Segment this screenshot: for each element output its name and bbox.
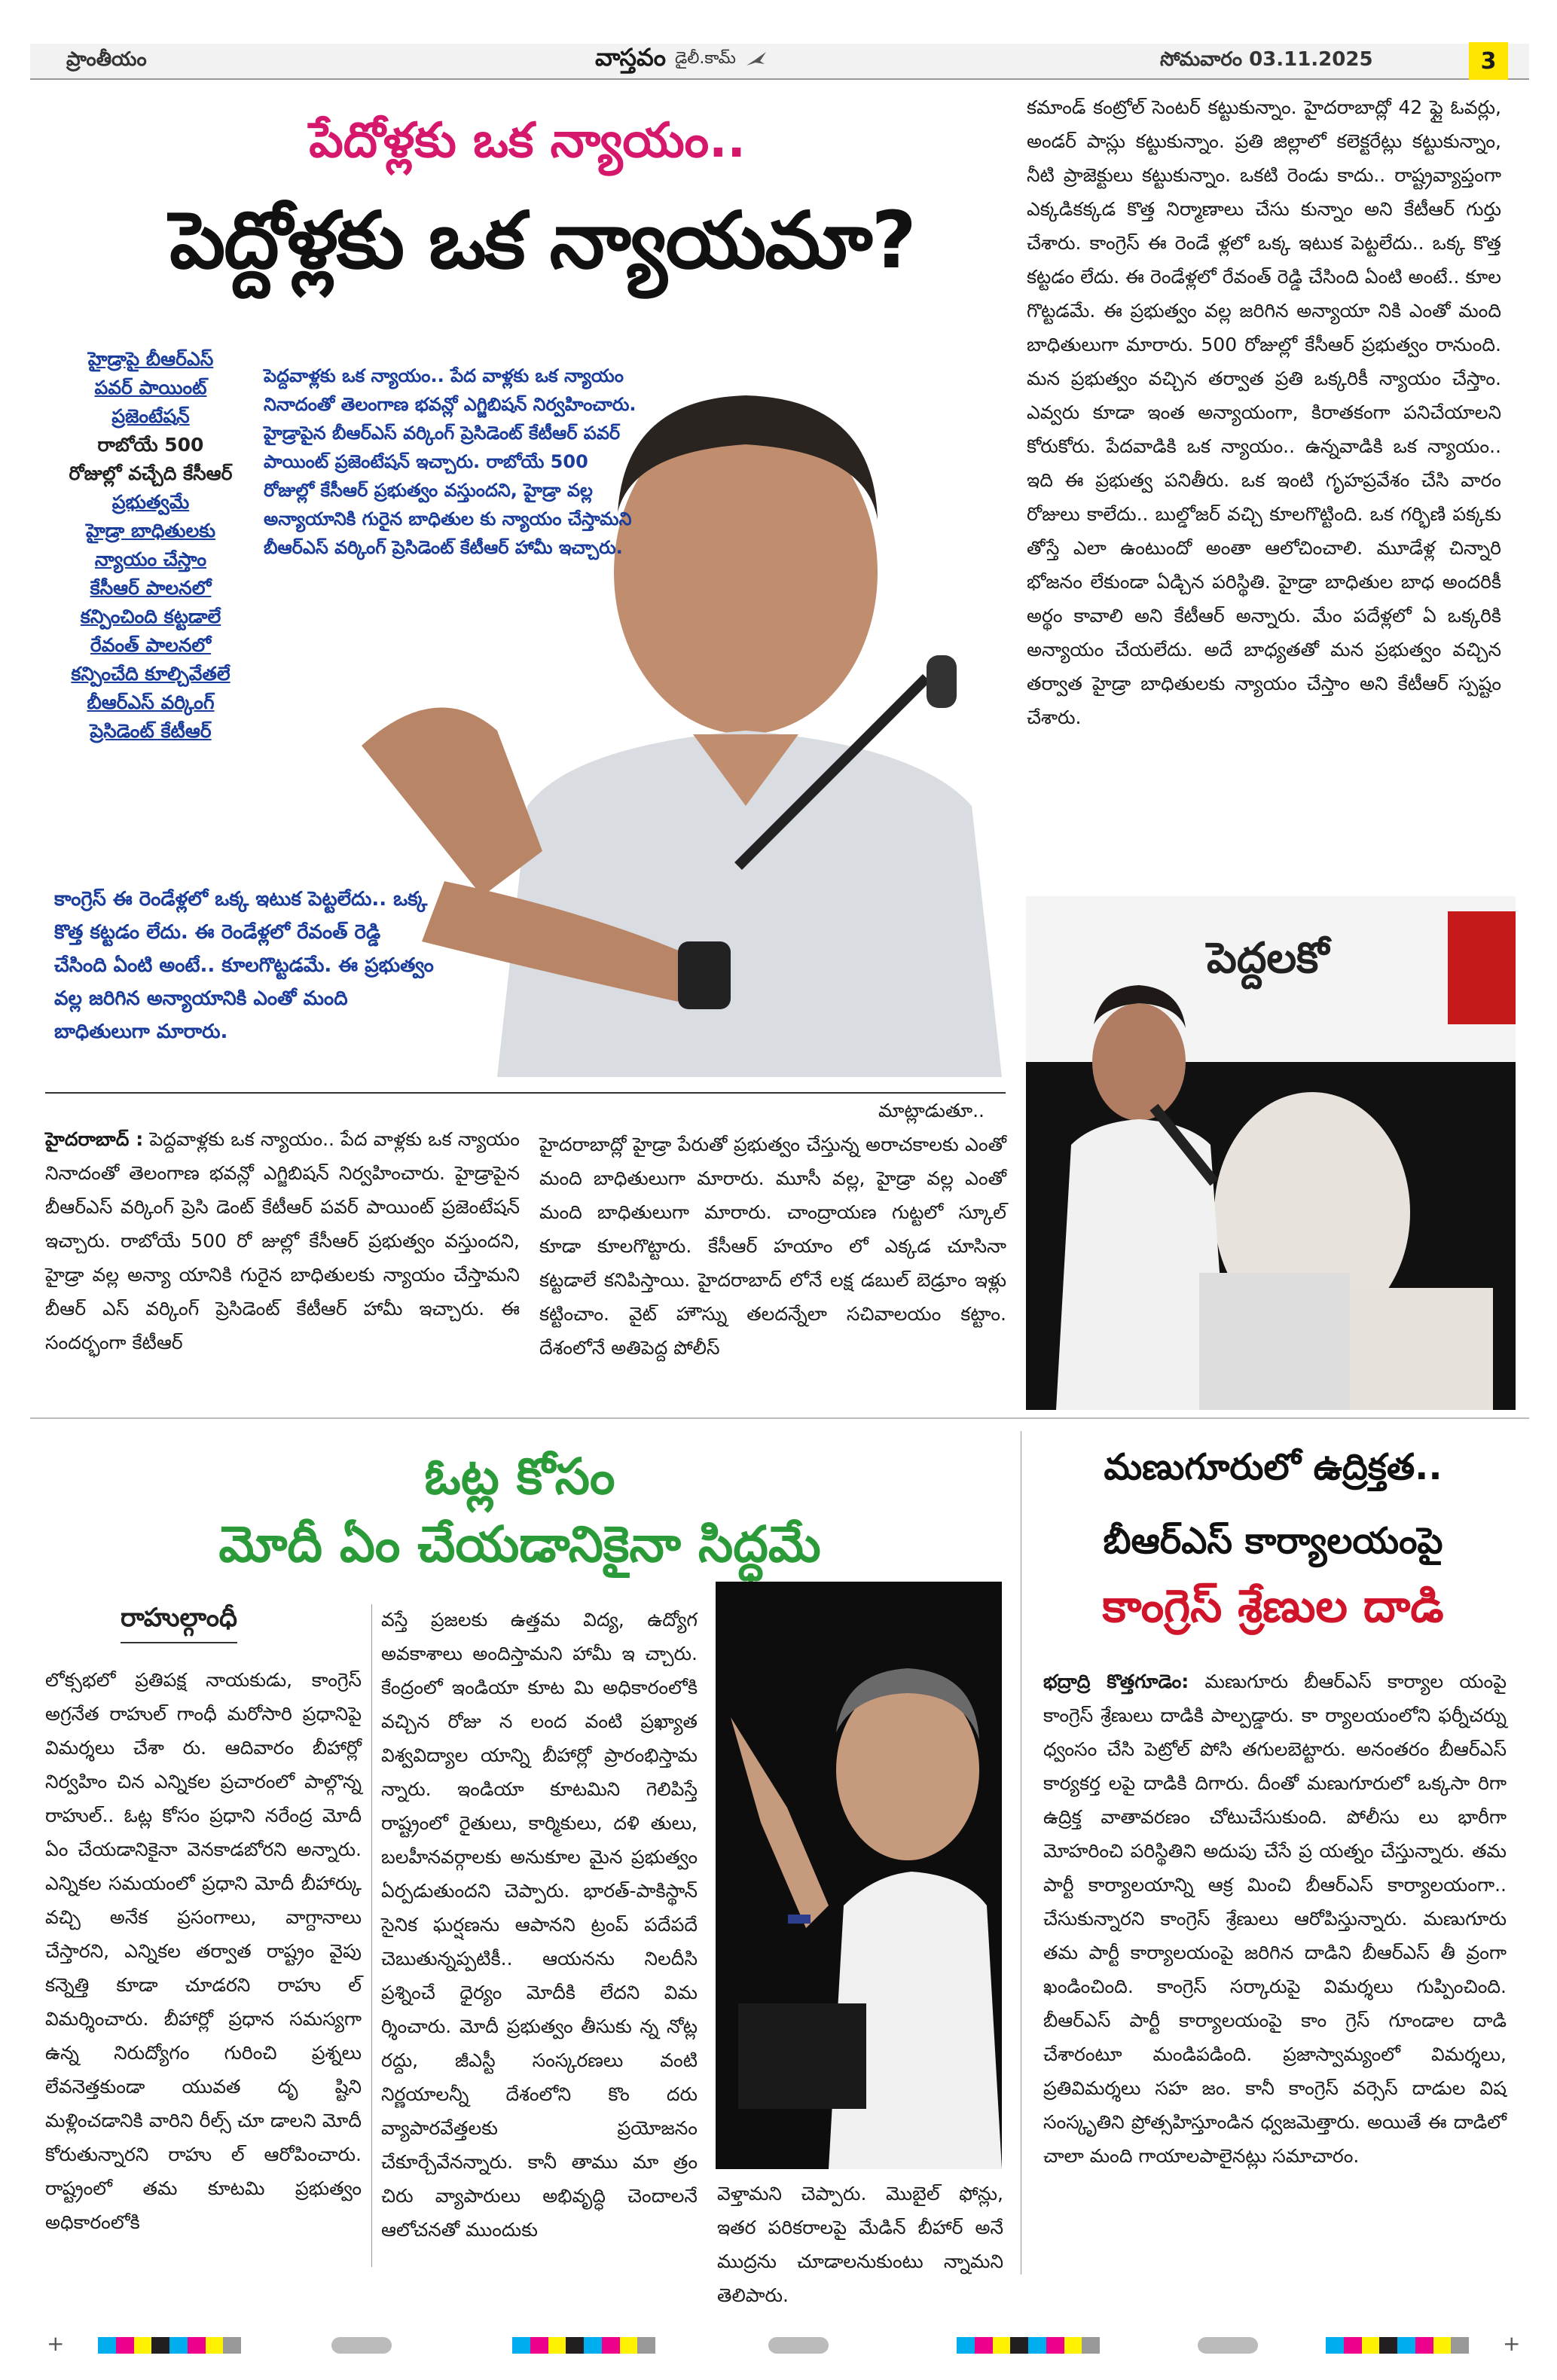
sidebar-line: హైడ్రా బాధితులకు	[85, 520, 215, 542]
story1-dateline: హైదరాబాద్ :	[45, 1128, 144, 1150]
story1-kicker: పేదోళ్లకు ఒక న్యాయం..	[309, 113, 746, 169]
story3-headline-line2: కాంగ్రెస్ శ్రేణుల దాడి	[1102, 1580, 1444, 1633]
crosshair-icon: +	[1503, 2331, 1521, 2356]
bird-logo-icon	[745, 50, 768, 70]
story1-col1-text: పెద్దవాళ్లకు ఒక న్యాయం.. పేద వాళ్లకు ఒక న్యాయం నినాదంతో తెలంగాణ భవన్లో ఎగ్జిబిషన్ నిర్వహించారు. హైడ్రాపైన బీఆర్ఎస్ వర్కింగ్ ప్రెసి డెంట్ కేటీఆర్ పవర్ పాయింట్ ప్రజెంటేషన్ ఇచ్చారు. రాబోయే 500 రో జుల్లో కేసీఆర్ ప్రభుత్వం వస్తుందని, హైడ్రా వల్ల అన్యా యానికి గురైన బాధితులకు న్యాయం చేస్తామని బీఆర్ ఎస్ వర్కింగ్ ప్రెసిడెంట్ కేటీఆర్ హామీ ఇచ్చారు. ఈ సందర్భంగా కేటీఆర్	[45, 1128, 520, 1353]
story3-headline-line1: బీఆర్ఎస్ కార్యాలయంపై	[1103, 1520, 1443, 1562]
story3-kicker: మణుగూరులో ఉద్రిక్తత..	[1104, 1446, 1443, 1488]
sidebar-line: ప్రెసిడెంట్ కేటీఆర్	[90, 720, 212, 742]
story1-second-photo	[1026, 896, 1516, 1410]
issue-date: సోమవారం 03.11.2025	[1160, 48, 1373, 71]
sidebar-line: రోజుల్లో వచ్చేది కేసీఆర్	[69, 462, 233, 484]
sidebar-line: బీఆర్ఎస్ వర్కింగ్	[87, 691, 215, 713]
story1-col3	[1027, 90, 1501, 734]
story3-body-text: మణుగూరు బీఆర్ఎస్ కార్యాల యంపై కాంగ్రెస్ శ్రేణులు దాడికి పాల్పడ్డారు. కా ర్యాలయంలోని ఫర్నీచర్ను ధ్వంసం చేసి పెట్రోల్ పోసి తగులబెట్టారు. అనంతరం బీఆర్ఎస్ కార్యకర్త లపై దాడికి దిగారు. దీంతో మణుగూరులో ఒక్కసా రిగా ఉద్రిక్త వాతావరణం చోటుచేసుకుంది. పోలీసు లు భారీగా మోహరించి పరిస్థితిని అదుపు చేసే ప్ర యత్నం చేస్తున్నారు. తమ పార్టీ కార్యాలయాన్ని ఆక్ర మించి బీఆర్ఎస్ కార్యాలయంగా.. చేసుకున్నారని కాంగ్రెస్ శ్రేణులు ఆరోపిస్తున్నారు. మణుగూరు తమ పార్టీ కార్యాలయంపై జరిగిన దాడిని బీఆర్ఎస్ తీ వ్రంగా ఖండించింది. కాంగ్రెస్ సర్కారుపై విమర్శలు గుప్పించింది. బీఆర్ఎస్ పార్టీ కార్యాలయంపై కాం గ్రెస్ గూండాల దాడి చేశారంటూ మండిపడింది. ప్రజాస్వామ్యంలో విమర్శలు, ప్రతివిమర్శలు సహ జం. కానీ కాంగ్రెస్ వర్సెస్ దాడుల విష సంస్కృతిని ప్రోత్సహిస్తూండిన ధ్వజమెత్తారు. అయితే ఈ దాడిలో చాలా మంది గాయాలపాలైనట్లు సమాచారం.	[1043, 1671, 1507, 2167]
story2-headline-line1: ఓట్ల కోసం	[424, 1448, 615, 1506]
section-divider	[30, 1417, 1529, 1419]
story2-byline: రాహుల్గాంధీ	[121, 1603, 237, 1643]
page-number-box	[1469, 42, 1508, 80]
story2-headline-line2: మోదీ ఏం చేయడానికైనా సిద్ధమే	[218, 1515, 821, 1573]
sidebar-line: కన్పించేది కూల్చివేతలే	[71, 663, 230, 685]
story1-col1	[45, 1122, 520, 1359]
sidebar-line: కన్పించింది కట్టడాలే	[80, 606, 221, 627]
story2-col3	[717, 2177, 1003, 2312]
masthead-site: డైలీ.కామ్	[674, 49, 736, 68]
sidebar-line: పవర్ పాయింట్	[94, 377, 207, 398]
story1-col3-text: కమాండ్ కంట్రోల్ సెంటర్ కట్టుకున్నాం. హైదరాబాద్లో 42 ఫ్లై ఓవర్లు, అండర్ పాస్లు కట్టుకున్నాం. ప్రతి జిల్లాలో కలెక్టరేట్లు కట్టుకున్నాం, నీటి ప్రాజెక్టులు కట్టుకున్నాం. ఒకటి రెండు కాదు.. రాష్ట్రవ్యాప్తంగా ఎక్కడికక్కడ కొత్త నిర్మాణాలు చేసు కున్నాం అని కేటీఆర్ గుర్తు చేశారు. కాంగ్రెస్ ఈ రెండే ళ్లలో ఒక్క ఇటుక పెట్టలేదు.. ఒక్క కొత్త కట్టడం లేదు. ఈ రెండేళ్లలో రేవంత్ రెడ్డి చేసింది ఏంటి అంటే.. కూల గొట్టడమే. ఈ ప్రభుత్వం వల్ల జరిగిన అన్యాయా నికి ఎంతో మంది బాధితులుగా మారారు. 500 రోజుల్లో కేసీఆర్ ప్రభుత్వం రానుంది. మన ప్రభుత్వం వచ్చిన తర్వాత ప్రతి ఒక్కరికీ న్యాయం చేస్తాం. ఎవ్వరు కూడా ఇంత అన్యాయంగా, కిరాతకంగా పనిచేయాలని కోరుకోరు. పేదవాడికి ఒక న్యాయం.. ఉన్నవాడికి ఒక న్యాయం.. ఇది ఈ ప్రభుత్వ పనితీరు. ఒక ఇంటి గృహప్రవేశం చేసి వారం రోజులు కాలేదు.. బుల్డోజర్ వచ్చి కూలగొట్టింది. ఒక గర్భిణి పక్కకు తోస్తే ఎలా ఉంటుందో అంతా ఆలోచించాలి. మూడేళ్ల చిన్నారి భోజనం లేకుండా ఏడ్చిన పరిస్థితి. హైడ్రా బాధితుల బాధ అందరికీ అర్థం కావాలి అని కేటీఆర్ అన్నారు. మేం పదేళ్లలో ఏ ఒక్కరికి అన్యాయం చేయలేదు. అదే బాధ్యతతో మన ప్రభుత్వం వచ్చిన తర్వాత హైడ్రా బాధితులకు న్యాయం చేస్తాం అని కేటీఆర్ స్పష్టం చేశారు.	[1027, 96, 1501, 728]
story2-col3-text: వెళ్తామని చెప్పారు. మొబైల్ ఫోన్లు, ఇతర పరికరాలపై మేడిన్ బీహార్ అనే ముద్రను చూడాలనుకుంటు న్నామని తెలిపారు.	[717, 2183, 1003, 2306]
story2-col1-text: లోక్సభలో ప్రతిపక్ష నాయకుడు, కాంగ్రెస్ అగ్రనేత రాహుల్ గాంధీ మరోసారి ప్రధానిపై విమర్శలు చేశా రు. ఆదివారం బీహార్లో నిర్వహిం చిన ఎన్నికల ప్రచారంలో పాల్గొన్న రాహుల్.. ఓట్ల కోసం ప్రధాని నరేంద్ర మోదీ ఏం చేయడానికైనా వెనకాడబోరని అన్నారు. ఎన్నికల సమయంలో ప్రధాని మోదీ బీహార్కు వచ్చి అనేక ప్రసంగాలు, వాగ్దానాలు చేస్తారని, ఎన్నికల తర్వాత రాష్ట్రం వైపు కన్నెత్తి కూడా చూడరని రాహు ల్ విమర్శించారు. బీహార్లో ప్రధాన సమస్యగా ఉన్న నిరుద్యోగం గురించి ప్రశ్నలు లేవనెత్తకుండా యువత దృ ష్టిని మళ్లించడానికి వారిని రీల్స్ చూ డాలని మోదీ కోరుతున్నారని రాహు ల్ ఆరోపించారు. రాష్ట్రంలో తమ కూటమి ప్రభుత్వం అధికారంలోకి	[45, 1669, 362, 2233]
story2-col2	[381, 1603, 698, 2247]
story1-col2-lead: మాట్లాడుతూ..	[878, 1100, 985, 1121]
story1-sidebar	[53, 345, 249, 746]
sidebar-line: రాబోయే 500	[97, 434, 204, 456]
story2-col-rule	[371, 1604, 372, 2267]
gray-pill	[1198, 2337, 1258, 2354]
sidebar-line: ప్రభుత్వమే	[111, 491, 190, 513]
sidebar-line: రేవంత్ పాలనలో	[90, 634, 212, 656]
color-bar	[98, 2337, 241, 2354]
color-bar	[512, 2337, 655, 2354]
story3-dateline: భద్రాద్రి కొత్తగూడెం:	[1043, 1671, 1189, 1692]
masthead-title: వాస్తవం	[595, 43, 666, 72]
story1-photo-banner: పెద్దలకో	[1207, 934, 1330, 983]
gray-pill	[768, 2337, 829, 2354]
sidebar-line: కేసీఆర్ పాలనలో	[90, 577, 212, 599]
crosshair-icon: +	[47, 2331, 65, 2356]
sidebar-line: హైడ్రాపై బీఆర్ఎస్	[87, 348, 214, 370]
story3-body	[1043, 1664, 1507, 2173]
story2-photo	[716, 1582, 1002, 2169]
color-bar	[957, 2337, 1100, 2354]
sidebar-line: ప్రజెంటేషన్	[111, 405, 190, 427]
masthead	[595, 44, 881, 77]
story1-col2	[539, 1094, 1006, 1365]
sidebar-line: న్యాయం చేస్తాం	[94, 548, 207, 570]
story1-pull-quote: కాంగ్రెస్ ఈ రెండేళ్లలో ఒక్క ఇటుక పెట్టలేదు.. ఒక్క కొత్త కట్టడం లేదు. ఈ రెండేళ్లలో రేవంత్ రెడ్డి చేసింది ఏంటి అంటే.. కూలగొట్టడమే. ఈ ప్రభుత్వం వల్ల జరిగిన అన్యాయానికి ఎంతో మంది బాధితులుగా మారారు.	[54, 888, 434, 1043]
section-name: ప్రాంతీయం	[66, 48, 147, 71]
story2-col1	[45, 1663, 362, 2239]
footer-crop-marks	[0, 2331, 1557, 2361]
gray-pill	[331, 2337, 392, 2354]
story1-intro: పెద్దవాళ్లకు ఒక న్యాయం.. పేద వాళ్లకు ఒక న్యాయం నినాదంతో తెలంగాణ భవన్లో ఎగ్జిబిషన్ నిర్వహించారు. హైడ్రాపైన బీఆర్ఎస్ వర్కింగ్ ప్రెసిడెంట్ కేటీఆర్ పవర్ పాయింట్ ప్రజెంటేషన్ ఇచ్చారు. రాబోయే 500 రోజుల్లో కేసీఆర్ ప్రభుత్వం వస్తుందని, హైడ్రా వల్ల అన్యాయానికి గురైన బాధితుల కు న్యాయం చేస్తామని బీఆర్ఎస్ వర్కింగ్ ప్రెసిడెంట్ కేటీఆర్ హామీ ఇచ్చారు.	[264, 365, 637, 558]
story1-headline: పెద్దోళ్లకు ఒక న్యాయమా?	[169, 194, 915, 286]
color-bar	[1326, 2337, 1469, 2354]
story2-col2-text: వస్తే ప్రజలకు ఉత్తమ విద్య, ఉద్యోగ అవకాశాలు అందిస్తామని హామీ ఇ చ్చారు. కేంద్రంలో ఇండియా కూట మి అధికారంలోకి వచ్చిన రోజు న లంద వంటి ప్రఖ్యాత విశ్వవిద్యాల యాన్ని బీహార్లో ప్రారంభిస్తామ న్నారు. ఇండియా కూటమిని గెలిపిస్తే రాష్ట్రంలో రైతులు, కార్మికులు, దళి తులు, బలహీనవర్గాలకు అనుకూల మైన ప్రభుత్వం ఏర్పడుతుందని చెప్పారు. భారత్-పాకిస్థాన్ సైనిక ఘర్షణను ఆపానని ట్రంప్ పదేపదే చెబుతున్నప్పటికీ.. ఆయనను నిలదీసి ప్రశ్నించే ధైర్యం మోదీకి లేదని విమ ర్శించారు. మోదీ ప్రభుత్వం తీసుకు న్న నోట్ల రద్దు, జీఎస్టీ సంస్కరణలు వంటి నిర్ణయాలన్నీ దేశంలోని కొం దరు వ్యాపారవేత్తలకు ప్రయోజనం చేకూర్చేవేనన్నారు. కానీ తాము మా త్రం చిరు వ్యాపారులు అభివృద్ధి చెందాలనే ఆలోచనతో ముందుకు	[381, 1609, 698, 2241]
story1-col2-text: హైదరాబాద్లో హైడ్రా పేరుతో ప్రభుత్వం చేస్తున్న అరాచకాలకు ఎంతో మంది బాధితులుగా మారారు. మూసీ వల్ల, హైడ్రా వల్ల ఎంతో మంది బాధితులుగా మారారు. చాంద్రాయణ గుట్టలో స్కూల్ కూడా కూలగొట్టారు. కేసీఆర్ హయాం లో ఎక్కడ చూసినా కట్టడాలే కనిపిస్తాయి. హైదరాబాద్ లోనే లక్ష డబుల్ బెడ్రూం ఇళ్లు కట్టించాం. వైట్ హౌస్ను తలదన్నేలా సచివాలయం కట్టాం. దేశంలోనే అతిపెద్ద పోలీస్	[539, 1134, 1006, 1359]
page-number: 3	[1480, 47, 1497, 75]
